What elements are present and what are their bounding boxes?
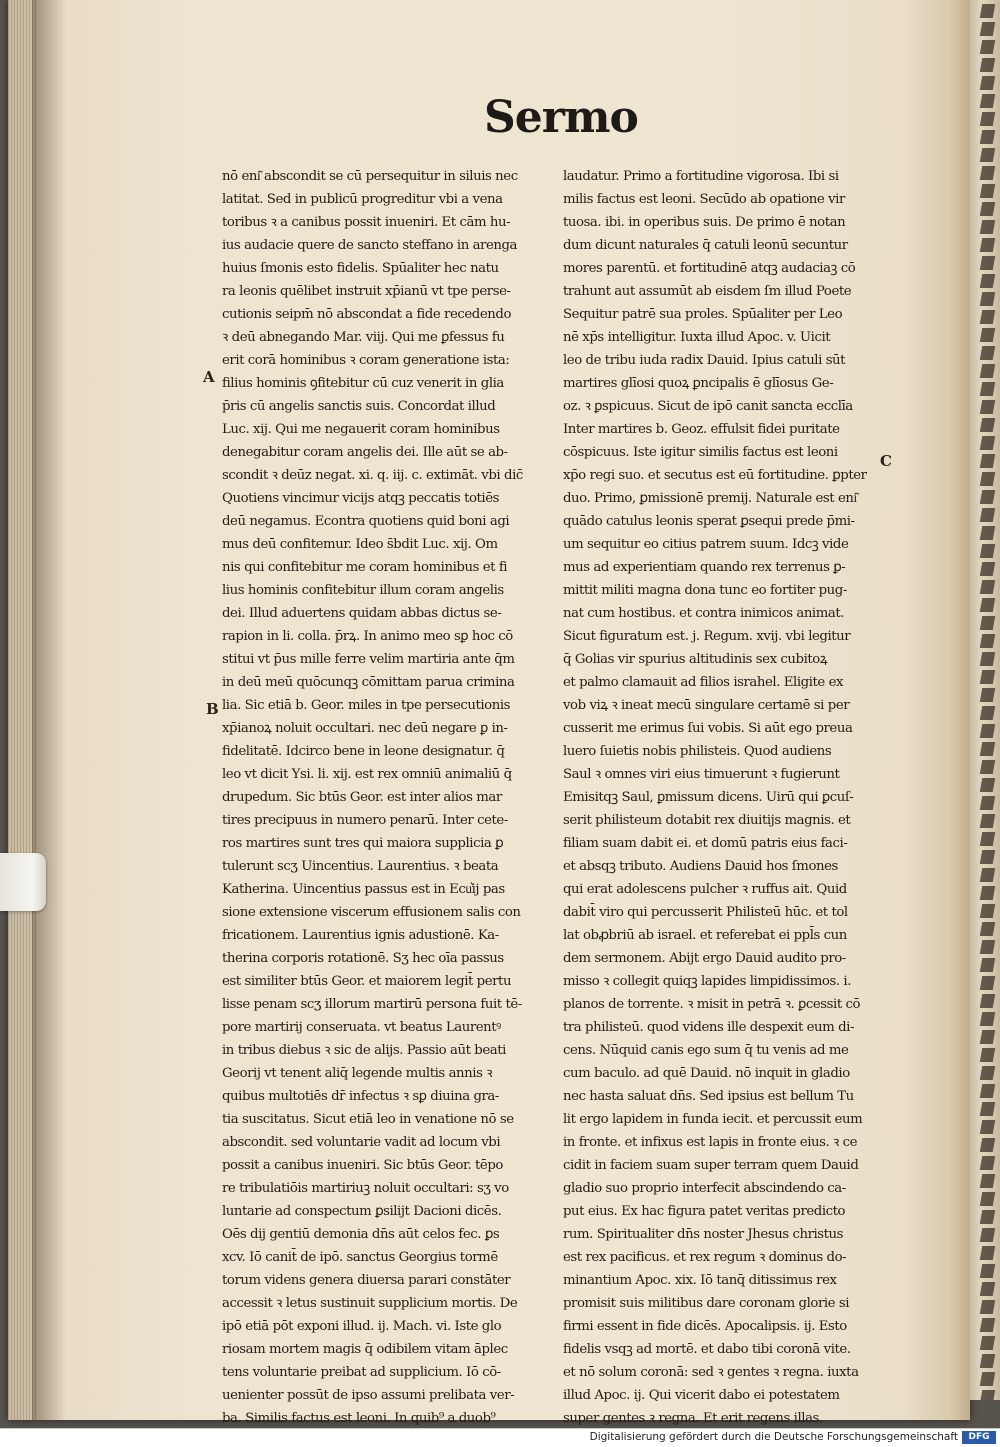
text-line: fricationem. Laurentius ignis adustionē. Ka-: [222, 928, 499, 943]
next-page-text-fragment: [980, 976, 995, 990]
next-page-text-fragment: [980, 4, 995, 18]
footer-credit: Digitalisierung gefördert durch die Deutsche Forschungsgemeinschaft: [589, 1431, 958, 1443]
text-line: deū negamus. Econtra quotiens quid boni agi: [222, 514, 510, 529]
text-line: quibus multotiēs dr̄ infectus ꝛ sꝑ diuina gra-: [222, 1089, 499, 1104]
text-line: milis factus est leoni. Secūdo ab opatione vir: [563, 192, 845, 207]
text-line: latitat. Sed in publicū progreditur vbi a vena: [222, 192, 503, 207]
next-page-text-fragment: [980, 1354, 995, 1368]
text-line: dum dicunt naturales q̄ catuli leonū secuntur: [563, 238, 848, 253]
next-page-text-fragment: [980, 616, 995, 630]
text-line: Georij vt tenent aliq̄ legende multis annis ꝛ: [222, 1066, 493, 1081]
next-page-text-fragment: [980, 130, 995, 144]
text-line: lisse penam scʒ illorum martirū persona fuit tē-: [222, 997, 522, 1012]
text-line: cidit in faciem suam super terram quem Dauid: [563, 1158, 859, 1173]
text-line: quādo catulus leonis sperat ꝑsequi prede p̄mi-: [563, 514, 855, 529]
next-page-text-fragment: [980, 1300, 995, 1314]
next-page-text-fragment: [980, 346, 995, 360]
text-line: um sequitur eo citius patrem suum. Idcꝫ vide: [563, 537, 849, 552]
text-line: nat cum hostibus. et contra inimicos animat.: [563, 606, 845, 621]
text-line: uenienter possūt de ipso assumi prelibata ver-: [222, 1388, 515, 1403]
next-page-text-fragment: [980, 1192, 995, 1206]
next-page-text-fragment: [980, 256, 995, 270]
next-page-text-fragment: [980, 58, 995, 72]
text-line: xcv. Iō canit̄ de ipō. sanctus Georgius tormē: [222, 1250, 498, 1265]
next-page-text-fragment: [980, 76, 995, 90]
next-page-text-fragment: [980, 760, 995, 774]
text-line: cum baculo. ad quē Dauid. nō inquit in gladio: [563, 1066, 850, 1081]
text-line: mores parentū. et fortitudinē atqꝫ audaciaꝫ cō: [563, 261, 856, 276]
text-line: stitui vt p̄us mille ferre velim martiria ante q̄m: [222, 652, 515, 667]
text-line: therina corporis rotationē. Sʒ hec oīa passus: [222, 951, 504, 966]
text-line: Emisitqꝫ Saul, ꝑmissum dicens. Uirū qui ꝑcuſ-: [563, 790, 854, 805]
next-page-text-fragment: [980, 742, 995, 756]
next-page-text-fragment: [980, 796, 995, 810]
next-page-text-fragment: [980, 1228, 995, 1242]
spine-shadow: [32, 0, 66, 1420]
text-line: leo vt dicit Ysi. li. xij. est rex omniū animaliū q̄: [222, 767, 512, 782]
left-text-column: [222, 165, 540, 1428]
next-page-text-fragment: [980, 562, 995, 576]
dfg-logo: DFG: [962, 1431, 996, 1444]
text-line: tia suscitatus. Sicut etiā leo in venatione nō se: [222, 1112, 514, 1127]
text-line: luntarie ad conspectum ꝑsilijt Dacioni dicēs.: [222, 1204, 502, 1219]
footer-bar: [0, 1428, 1000, 1447]
next-page-text-fragment: [980, 634, 995, 648]
next-page-text-fragment: [980, 544, 995, 558]
text-line: put eius. Ex hac figura patet veritas predicto: [563, 1204, 846, 1219]
text-line: nec hasta saluat dn̄s. Sed ipsius est bellum Tu: [563, 1089, 854, 1104]
text-line: Sequitur patrē sua proles. Spūaliter per Leo: [563, 307, 843, 322]
next-page-text-fragment: [980, 1012, 995, 1026]
next-page-text-fragment: [980, 328, 995, 342]
text-line: dei. Illud aduertens quidam abbas dictus se-: [222, 606, 502, 621]
text-line: riosam mortem magis q̄ odibilem vitam āplec: [222, 1342, 508, 1357]
text-line: luero ſuietis nobis philisteis. Quod audiens: [563, 744, 832, 759]
text-line: Luc. xij. Qui me negauerit coram hominibus: [222, 422, 500, 437]
next-page-text-fragment: [980, 508, 995, 522]
next-page-text-fragment: [980, 40, 995, 54]
text-line: et palmo clamauit ad filios israhel. Eligite ex: [563, 675, 844, 690]
text-line: ba. Similis factus est leoni. In quib⁹ a duob⁹: [222, 1411, 496, 1426]
next-page-text-fragment: [980, 670, 995, 684]
text-line: fidelis vsqꝫ ad mortē. et dabo tibi coronā vite.: [563, 1342, 851, 1357]
next-page-text-fragment: [980, 112, 995, 126]
text-line: ros martires sunt tres qui maiora supplicia ꝑ: [222, 836, 504, 851]
text-line: minantium Apoc. xix. Iō tanq̄ ditissimus rex: [563, 1273, 837, 1288]
next-page-text-fragment: [980, 364, 995, 378]
next-page-text-fragment: [980, 904, 995, 918]
next-page-text-fragment: [980, 1390, 995, 1400]
text-line: cutionis seipm̄ nō abscondat a fide recedendo: [222, 307, 511, 322]
next-page-text-fragment: [980, 94, 995, 108]
text-line: promisit suis militibus dare coronam glorie si: [563, 1296, 850, 1311]
text-line: possit a canibus inueniri. Sic btūs Geor. tēpo: [222, 1158, 503, 1173]
next-page-text-fragment: [980, 454, 995, 468]
next-page-text-fragment: [980, 1174, 995, 1188]
margin-note-c: C: [880, 452, 892, 470]
next-page-text-fragment: [980, 940, 995, 954]
text-line: firmi essent in fide dicēs. Apocalipsis. ij. Esto: [563, 1319, 847, 1334]
text-line: rum. Spiritualiter dn̄s noster Jhesus christus: [563, 1227, 844, 1242]
text-line: scondit ꝛ deūz negat. xi. q. iij. c. extimāt. vbi dic̄: [222, 468, 523, 483]
text-line: accessit ꝛ letus sustinuit supplicium mortis. De: [222, 1296, 518, 1311]
next-page-text-fragment: [980, 706, 995, 720]
next-page-text-fragment: [980, 400, 995, 414]
next-page-text-fragment: [980, 886, 995, 900]
next-page-text-fragment: [980, 724, 995, 738]
next-page-text-fragment: [980, 1372, 995, 1386]
text-line: q̄ Golias vir spurius altitudinis sex cubitoꝝ: [563, 652, 828, 667]
margin-note-b: B: [206, 700, 219, 718]
text-line: ipō etiā pōt exponi illud. ij. Mach. vi. Iste glo: [222, 1319, 502, 1334]
text-line: filius hominis ꝯfitebitur cū cuz venerit in glia: [222, 376, 504, 391]
text-line: cens. Nūquid canis ego sum q̄ tu venis ad me: [563, 1043, 849, 1058]
margin-note-a: A: [203, 368, 215, 386]
next-page-text-fragment: [980, 166, 995, 180]
next-page-text-fragment: [980, 994, 995, 1008]
text-line: nis qui confitebitur me coram hominibus et fi: [222, 560, 508, 575]
text-line: huius ſmonis esto fidelis. Spūaliter hec natu: [222, 261, 499, 276]
next-page-text-fragment: [980, 688, 995, 702]
next-page-text-fragment: [980, 418, 995, 432]
text-line: nē xp̄s intelligitur. Iuxta illud Apoc. v. Uicit: [563, 330, 831, 345]
text-line: cusserit me erimus ſui vobis. Si aūt ego preua: [563, 721, 853, 736]
text-line: filiam suam dabit ei. et domū patris eius faci-: [563, 836, 848, 851]
text-line: illud Apoc. ij. Qui vicerit dabo ei potestatem: [563, 1388, 840, 1403]
next-page-text-fragment: [980, 1048, 995, 1062]
next-page-text-fragment: [980, 1030, 995, 1044]
next-page-text-fragment: [980, 1138, 995, 1152]
text-line: sione extensione viscerum effusionem salis con: [222, 905, 521, 920]
text-line: lia. Sic etiā b. Geor. miles in tpe persecutionis: [222, 698, 511, 713]
next-page-text-fragment: [980, 1282, 995, 1296]
next-page-text-fragment: [980, 220, 995, 234]
text-line: Oēs dij gentiū demonia dn̄s aūt celos fec. ꝑs: [222, 1227, 500, 1242]
text-line: tra philisteū. quod videns ille despexit eum di-: [563, 1020, 855, 1035]
right-text-column: [563, 165, 879, 1428]
next-page-text-fragment: [980, 292, 995, 306]
text-line: abscondit. sed voluntarie vadit ad locum vbi: [222, 1135, 501, 1150]
text-line: tulerunt scʒ Uincentius. Laurentius. ꝛ beata: [222, 859, 499, 874]
text-line: in tribus diebus ꝛ sic de alijs. Passio aūt beati: [222, 1043, 506, 1058]
text-line: et nō solum coronā: sed ꝛ gentes ꝛ regna. iuxta: [563, 1365, 859, 1380]
text-line: pore martirij conseruata. vt beatus Laurentꝰ: [222, 1020, 501, 1035]
text-line: gladio suo proprio interfecit abscindendo ca-: [563, 1181, 846, 1196]
next-page-text-fragment: [980, 598, 995, 612]
text-line: xp̄ianoꝝ noluit occultari. nec deū negare ꝑ in-: [222, 721, 508, 736]
next-page-text-fragment: [980, 868, 995, 882]
text-line: lius hominis confitebitur illum coram angelis: [222, 583, 504, 598]
text-line: re tribulatiōis martiriuꝫ noluit occultari: sʒ vo: [222, 1181, 509, 1196]
text-line: Sicut figuratum est. j. Regum. xvij. vbi legitur: [563, 629, 851, 644]
text-line: denegabitur coram angelis dei. Ille aūt se ab-: [222, 445, 508, 460]
text-line: Inter martires b. Geoz. effulsit fidei puritate: [563, 422, 840, 437]
next-page-text-fragment: [980, 148, 995, 162]
next-page-text-fragment: [980, 274, 995, 288]
text-line: duo. Primo, ꝑmissionē premij. Naturale est eni͂: [563, 491, 857, 506]
text-line: dem sermonem. Abijt ergo Dauid audito pro-: [563, 951, 846, 966]
next-page-text-fragment: [980, 1336, 995, 1350]
text-line: trahunt aut assumūt ab eisdem ſm illud Poete: [563, 284, 852, 299]
next-page-text-fragment: [980, 202, 995, 216]
next-page-text-fragment: [980, 1246, 995, 1260]
next-page-text-fragment: [980, 1264, 995, 1278]
text-line: vob viꝝ ꝛ ineat mecū singulare certamē si per: [563, 698, 850, 713]
next-page-text-fragment: [980, 1120, 995, 1134]
text-line: serit philisteum dotabit rex diuitijs magnis. et: [563, 813, 851, 828]
next-page-text-fragment: [980, 472, 995, 486]
next-page-text-fragment: [980, 1318, 995, 1332]
next-page-text-fragment: [980, 1210, 995, 1224]
next-page-text-fragment: [980, 778, 995, 792]
next-page-text-fragment: [980, 490, 995, 504]
text-line: lat obꝓbriū ab israel. et referebat ei ppl̄s cun: [563, 928, 847, 943]
text-line: tires precipuus in numero penarū. Inter cete-: [222, 813, 508, 828]
text-line: ra leonis quēlibet instruit xp̄ianū vt tpe perse-: [222, 284, 511, 299]
next-page-text-fragment: [980, 922, 995, 936]
text-line: et absqꝫ tributo. Audiens Dauid hos ſmones: [563, 859, 838, 874]
text-line: super gentes ꝛ regna. Et erit regens illas.: [563, 1411, 823, 1426]
text-line: in deū meū quōcunqꝫ cōmittam parua crimina: [222, 675, 515, 690]
text-line: mittit militi magna dona tunc eo fortiter pug-: [563, 583, 847, 598]
text-line: dabit̄ viro qui percusserit Philisteū hūc. et tol: [563, 905, 848, 920]
next-page-text-fragment: [980, 22, 995, 36]
text-line: qui erat adolescens pulcher ꝛ ruffus ait. Quid: [563, 882, 847, 897]
text-line: erit corā hominibus ꝛ coram generatione ista:: [222, 353, 510, 368]
page-heading: Sermo: [484, 92, 638, 143]
next-page-text-fragment: [980, 1102, 995, 1116]
text-line: rapion in li. colla. p̄rꝝ. In animo meo sꝑ hoc cō: [222, 629, 513, 644]
next-page-text-fragment: [980, 652, 995, 666]
next-page-text-fragment: [980, 238, 995, 252]
text-line: Saul ꝛ omnes viri eius timuerunt ꝛ fugierunt: [563, 767, 840, 782]
text-line: in fronte. et infixus est lapis in fronte eius. ꝛ ce: [563, 1135, 858, 1150]
text-line: tuosa. ibi. in operibus suis. De primo ē notan: [563, 215, 846, 230]
next-page-text-fragment: [980, 1066, 995, 1080]
next-page-text-fragment: [980, 382, 995, 396]
next-page-edge: [970, 0, 1000, 1400]
next-page-text-fragment: [980, 1084, 995, 1098]
text-line: est similiter btūs Geor. et maiorem legit̄ pertu: [222, 974, 512, 989]
next-page-text-fragment: [980, 310, 995, 324]
next-page-text-fragment: [980, 526, 995, 540]
text-line: planos de torrente. ꝛ misit in petrā ꝛ. ꝑcessit cō: [563, 997, 861, 1012]
next-page-text-fragment: [980, 184, 995, 198]
next-page-text-fragment: [980, 958, 995, 972]
text-line: mus ad experientiam quando rex terrenus ꝑ-: [563, 560, 846, 575]
text-line: nō eni͂ abscondit se cū persequitur in siluis nec: [222, 169, 518, 184]
text-line: ꝛ deū abnegando Mar. viij. Qui me ꝑfessus fu: [222, 330, 505, 345]
text-line: toribus ꝛ a canibus possit inueniri. Et cām hu-: [222, 215, 511, 230]
text-line: est rex pacificus. et rex regum ꝛ dominus do-: [563, 1250, 847, 1265]
text-line: torum videns genera diuersa parari constāter: [222, 1273, 511, 1288]
text-line: misso ꝛ collegit quiqꝫ lapides limpidissimos. i.: [563, 974, 851, 989]
text-line: xp̄o regi suo. et secutus est eū fortitudine. ꝑpter: [563, 468, 867, 483]
next-page-text-fragment: [980, 850, 995, 864]
text-line: p̄ris cū angelis sanctis suis. Concordat illud: [222, 399, 496, 414]
text-line: leo de tribu iuda radix Dauid. Ipius catuli sūt: [563, 353, 846, 368]
next-page-text-fragment: [980, 436, 995, 450]
text-line: fidelitatē. Idcirco bene in leone designatur. q̄: [222, 744, 505, 759]
text-line: Quotiens vincimur vicijs atqꝫ peccatis totiēs: [222, 491, 500, 506]
next-page-text-fragment: [980, 814, 995, 828]
text-line: Katherina. Uincentius passus est in Ecu͛ij pas: [222, 882, 505, 897]
text-line: lit ergo lapidem in funda iecit. et percussit eum: [563, 1112, 863, 1127]
text-line: martires glīosi quoꝝ ꝑncipalis ē glīosus Ge-: [563, 376, 834, 391]
next-page-text-fragment: [980, 580, 995, 594]
next-page-text-fragment: [980, 832, 995, 846]
text-line: ius audacie quere de sancto steffano in arenga: [222, 238, 518, 253]
text-line: mus deū confitemur. Ideo s̄bdit Luc. xij. Om: [222, 537, 498, 552]
text-line: drupedum. Sic btūs Geor. est inter alios mar: [222, 790, 502, 805]
text-line: cōspicuus. Iste igitur similis factus est leoni: [563, 445, 838, 460]
text-line: laudatur. Primo a fortitudine vigorosa. Ibi si: [563, 169, 839, 184]
text-line: tens voluntarie preibat ad supplicium. Iō cō-: [222, 1365, 501, 1380]
next-page-text-fragment: [980, 1156, 995, 1170]
bookmark-ribbon: [0, 853, 46, 911]
text-line: oz. ꝛ ꝑspicuus. Sicut de ipō canit sancta ecclīa: [563, 399, 853, 414]
